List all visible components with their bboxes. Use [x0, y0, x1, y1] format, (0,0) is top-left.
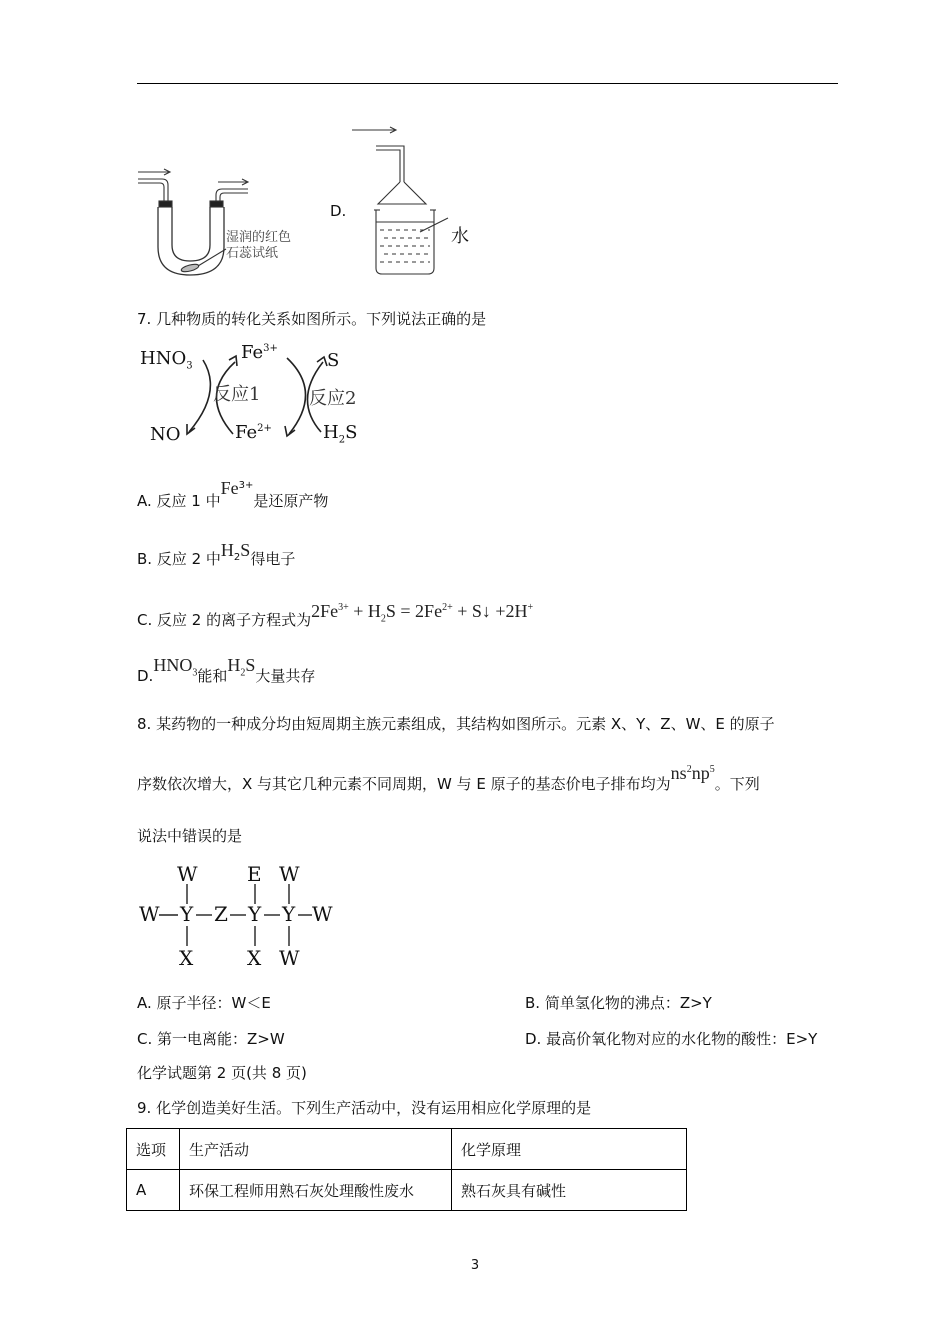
table-row: [127, 1170, 687, 1211]
u-tube-label: 湿润的红色 石蕊试纸: [226, 230, 292, 261]
no-label: NO: [150, 424, 181, 445]
atom-x-bottom1: X: [179, 946, 194, 970]
q8-option-a: A. 原子半径：W＜E: [137, 994, 271, 1012]
q7-option-b: B. 反应 2 中$H_2S$得电子: [137, 540, 296, 568]
table-cell: 熟石灰具有碱性: [452, 1170, 687, 1211]
reaction1-label: 反应1: [213, 384, 261, 405]
header-rule: [137, 83, 838, 84]
fe3-label: $Fe^{3+}$: [241, 342, 278, 363]
table-header-cell: 生产活动: [180, 1129, 452, 1170]
q8-stem-line2: 序数依次增大，X 与其它几种元素不同周期，W 与 E 原子的基态价电子排布均为$ns^2np^5$。下列: [137, 763, 760, 793]
reaction2-curve-fe: [287, 358, 306, 434]
table-header-row: [127, 1129, 687, 1170]
page-number: 3: [470, 1258, 480, 1273]
q7-option-c: C. 反应 2 的离子方程式为$2Fe^{3+} + H_2S = 2Fe^{2+}$ + S↓ +2H+: [137, 601, 534, 629]
q8-stem-line3: 说法中错误的是: [137, 827, 243, 845]
atom-w-bottom: W: [279, 946, 300, 970]
atom-w-top2: W: [279, 862, 300, 886]
atom-w-top1: W: [177, 862, 198, 886]
table-cell: A: [127, 1170, 180, 1211]
q8-molecule-structure: [137, 862, 347, 972]
atom-e-top: E: [247, 862, 262, 886]
hno3-label: $HNO_3$: [140, 348, 193, 372]
q7-stem: 7. 几种物质的转化关系如图所示。下列说法正确的是: [137, 310, 487, 328]
u-tube-apparatus: [130, 165, 310, 280]
q8-option-b: B. 简单氢化物的沸点：Z>Y: [525, 994, 712, 1012]
h2s-label: $H_2S$: [323, 422, 358, 446]
table-header-cell: 化学原理: [452, 1129, 687, 1170]
q9-table: [126, 1128, 687, 1211]
q8-stem-line1: 8. 某药物的一种成分均由短周期主族元素组成，其结构如图所示。元素 X、Y、Z、W、E 的原子: [137, 715, 775, 733]
atom-z: Z: [214, 902, 228, 926]
footer-page-note: 化学试题第 2 页(共 8 页): [137, 1064, 307, 1082]
beaker-apparatus: [348, 122, 498, 282]
q9-stem: 9. 化学创造美好生活。下列生产活动中，没有运用相应化学原理的是: [137, 1099, 592, 1117]
q7-option-d: $D.HNO_3$能和$H_2S$大量共存: [137, 655, 316, 685]
atom-y3: Y: [282, 902, 296, 926]
q8-option-c: C. 第一电离能：Z>W: [137, 1030, 285, 1048]
q7-option-a: A. 反应 1 中$Fe^{3+}$是还原产物: [137, 478, 329, 510]
q7-conversion-diagram: [137, 340, 377, 450]
reaction2-label: 反应2: [309, 388, 357, 409]
table-header-cell: 选项: [127, 1129, 180, 1170]
s-label: S: [327, 350, 340, 371]
q8-option-d: D. 最高价氧化物对应的水化物的酸性：E>Y: [525, 1030, 818, 1048]
atom-w-right: W: [312, 902, 333, 926]
table-cell: 环保工程师用熟石灰处理酸性废水: [180, 1170, 452, 1211]
atom-y2: Y: [248, 902, 262, 926]
atom-y1: Y: [180, 902, 194, 926]
atom-w-left: W: [139, 902, 160, 926]
option-d-label: D.: [330, 202, 347, 220]
beaker-water-label: 水: [451, 226, 469, 247]
fe2-label: $Fe^{2+}$: [235, 422, 272, 443]
atom-x-bottom2: X: [247, 946, 262, 970]
